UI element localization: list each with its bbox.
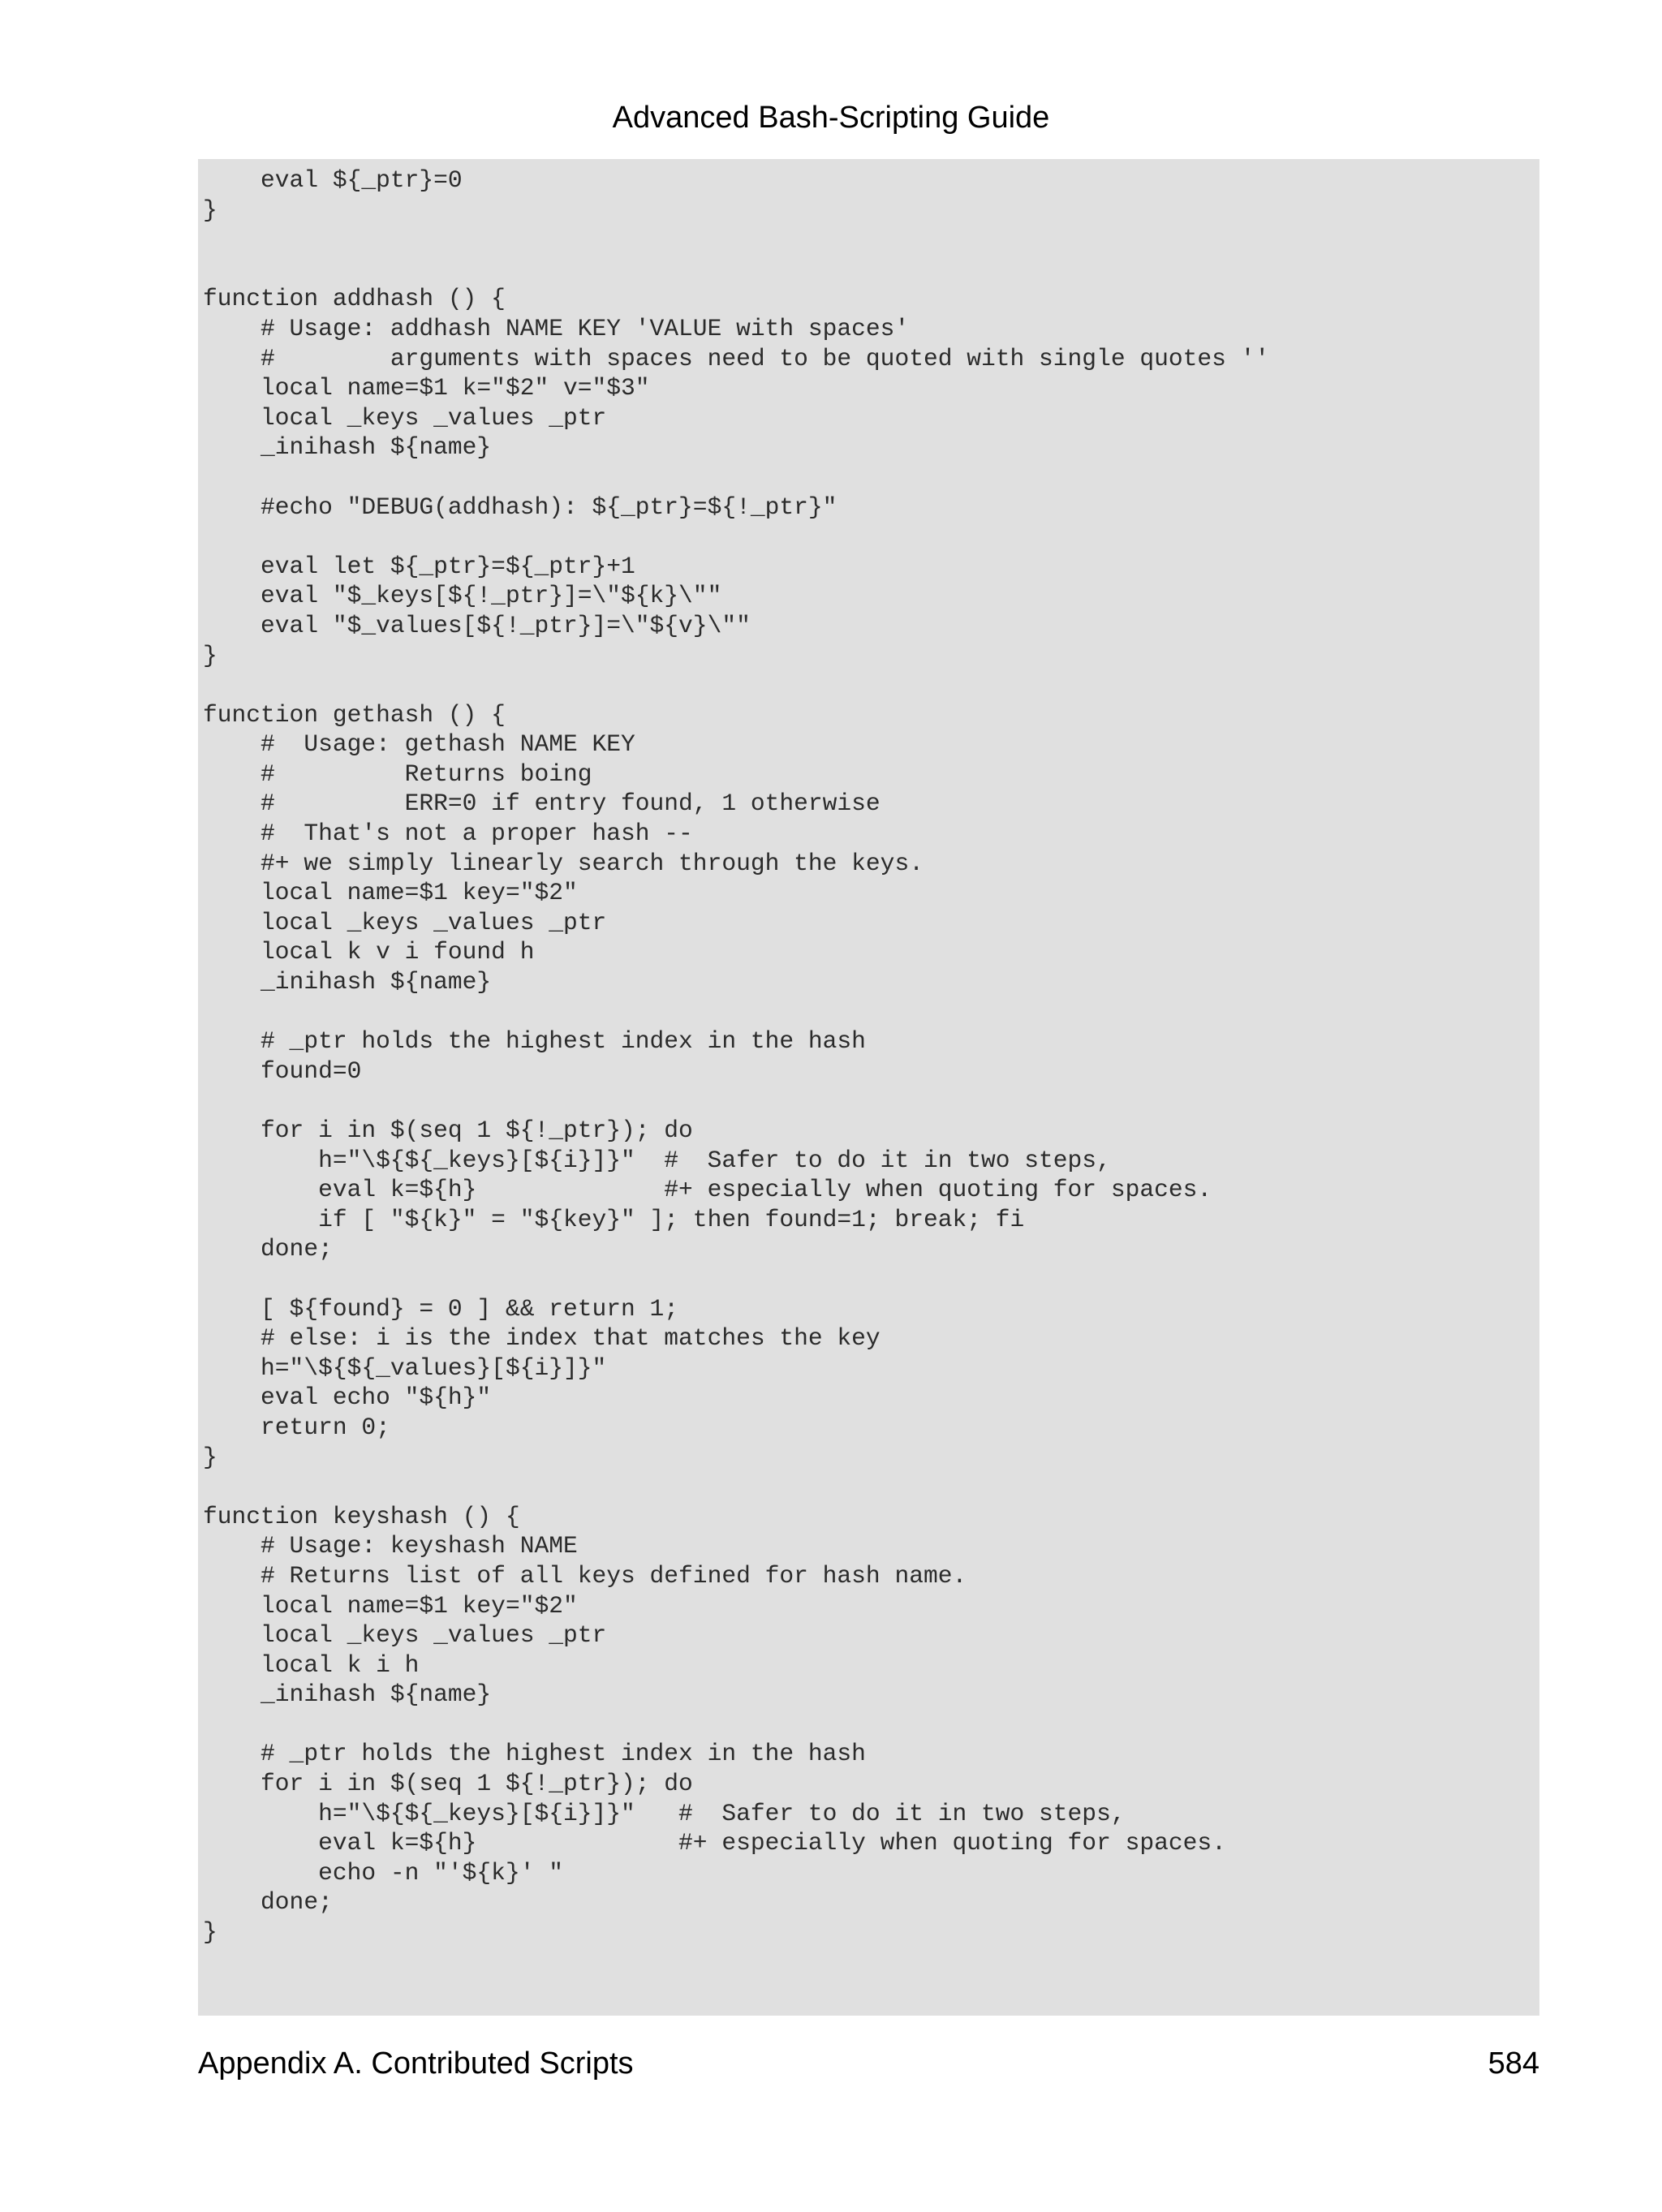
code-text: eval ${_ptr}=0 } function addhash () { # Usage: addhash NAME KEY 'VALUE with spaces' # arguments with spaces need to be quoted with single quotes '' local name=$1 k="$2" v="$3" local _keys _values _ptr _inihash ${name} #echo "DEBUG(addhash): ${_ptr}=${!_ptr}" eval let ${_ptr}=${_ptr}+1 eval "$_keys[${!_ptr}]=\"${k}\"" eval "$_values[${!_ptr}]=\"${v}\"" } function gethash () { # Usage: gethash NAME KEY # Returns boing # ERR=0 if entry found, 1 otherwise # That's not a proper hash -- #+ we simply linearly search through the keys. local name=$1 key="$2" local _keys _values _ptr local k v i found h _inihash ${name} # _ptr holds the highest index in the hash found=0 for i in $(seq 1 ${!_ptr}); do h="\${${_keys}[${i}]}" # Safer to do it in two steps, eval k=${h} #+ especially when quoting for spaces. if [ "${k}" = "${key}" ]; then found=1; break; fi done; [ ${found} = 0 ] && return 1; # else: i is the index that matches the key h="\${${_values}[${i}]}" eval echo "${h}" return 0; } function keyshash () { # Usage: keyshash NAME # Returns list of all keys defined for hash name. local name=$1 key="$2" local _keys _values _ptr local k i h _inihash ${name} # _ptr holds the highest index in the hash for i in $(seq 1 ${!_ptr}); do h="\${${_keys}[${i}]}" # Safer to do it in two steps, eval k=${h} #+ especially when quoting for spaces. echo -n "'${k}' " done; }	[203, 166, 1270, 1947]
footer-section-title: Appendix A. Contributed Scripts	[198, 2046, 634, 2081]
page-header-title: Advanced Bash-Scripting Guide	[612, 101, 1050, 135]
code-listing	[198, 159, 1539, 2016]
footer-page-number: 584	[1488, 2046, 1539, 2081]
